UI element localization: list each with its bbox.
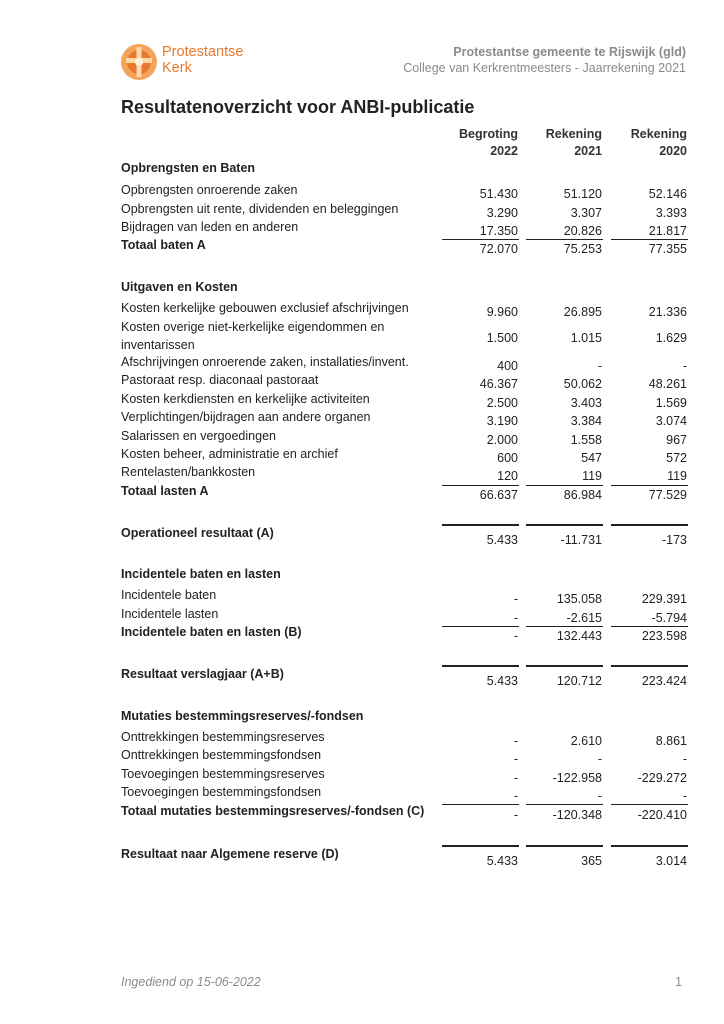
section-uitgaven: Uitgaven en Kosten [121, 280, 238, 294]
table-row: Toevoegingen bestemmingsreserves - -122.958 -229.272 [121, 767, 687, 785]
table-row: Kosten kerkdiensten en kerkelijke activiteiten 2.500 3.403 1.569 [121, 392, 687, 410]
table-row: Onttrekkingen bestemmingsreserves - 2.610 8.861 [121, 730, 687, 748]
total-row: Totaal mutaties bestemmingsreserves/-fondsen (C) - -120.348 -220.410 [121, 804, 687, 822]
logo-line1: Protestantse [162, 44, 244, 60]
table-row: Toevoegingen bestemmingsfondsen - - - [121, 785, 687, 803]
logo-text [162, 44, 243, 76]
table-row: Onttrekkingen bestemmingsfondsen - - - [121, 748, 687, 766]
page-header [403, 44, 686, 76]
section-mutaties: Mutaties bestemmingsreserves/-fondsen [121, 709, 364, 723]
table-row: Kosten overige niet-kerkelijke eigendommen en inventarissen 1.500 1.015 1.629 [121, 320, 687, 352]
section-opbrengsten: Opbrengsten en Baten [121, 161, 256, 175]
logo [120, 43, 250, 81]
table-row: Pastoraat resp. diaconaal pastoraat 46.367 50.062 48.261 [121, 373, 687, 391]
page-number: 1 [675, 975, 682, 989]
table-row: Opbrengsten onroerende zaken 51.430 51.120 52.146 [121, 183, 687, 201]
table-row: Bijdragen van leden en anderen 17.350 20.826 21.817 [121, 220, 687, 238]
table-row: Verplichtingen/bijdragen aan andere organen 3.190 3.384 3.074 [121, 410, 687, 428]
church-logo-icon [120, 43, 158, 81]
table-row: Incidentele lasten - -2.615 -5.794 [121, 607, 687, 625]
section-incidenteel: Incidentele baten en lasten [121, 567, 281, 581]
total-row: Totaal baten A 72.070 75.253 77.355 [121, 238, 687, 256]
table-row: Salarissen en vergoedingen 2.000 1.558 967 [121, 429, 687, 447]
table-row: Kosten beheer, administratie en archief 600 547 572 [121, 447, 687, 465]
column-header-rekening-2021: Rekening 2021 [545, 127, 602, 158]
table-row: Incidentele baten - 135.058 229.391 [121, 588, 687, 606]
table-row: Afschrijvingen onroerende zaken, installaties/invent. 400 - - [121, 355, 687, 373]
table-row: Kosten kerkelijke gebouwen exclusief afschrijvingen 9.960 26.895 21.336 [121, 301, 687, 319]
table-row: Opbrengsten uit rente, dividenden en beleggingen 3.290 3.307 3.393 [121, 202, 687, 220]
page-title: Resultatenoverzicht voor ANBI-publicatie [121, 97, 475, 117]
footer-submitted-date: Ingediend op 15-06-2022 [121, 975, 261, 989]
result-row: Operationeel resultaat (A) 5.433 -11.731 -173 [121, 526, 687, 547]
total-row: Incidentele baten en lasten (B) - 132.443 223.598 [121, 625, 687, 643]
total-row: Totaal lasten A 66.637 86.984 77.529 [121, 484, 687, 502]
column-header-rekening-2020: Rekening 2020 [630, 127, 687, 158]
logo-line2: Kerk [162, 60, 192, 76]
header-subtitle: College van Kerkrentmeesters - Jaarrekening 2021 [403, 61, 686, 75]
result-row: Resultaat naar Algemene reserve (D) 5.433 365 3.014 [121, 847, 687, 868]
column-header-begroting-2022: Begroting 2022 [458, 127, 518, 158]
result-row: Resultaat verslagjaar (A+B) 5.433 120.712 223.424 [121, 667, 687, 688]
table-row: Rentelasten/bankkosten 120 119 119 [121, 465, 687, 483]
header-org: Protestantse gemeente te Rijswijk (gld) [453, 45, 686, 59]
